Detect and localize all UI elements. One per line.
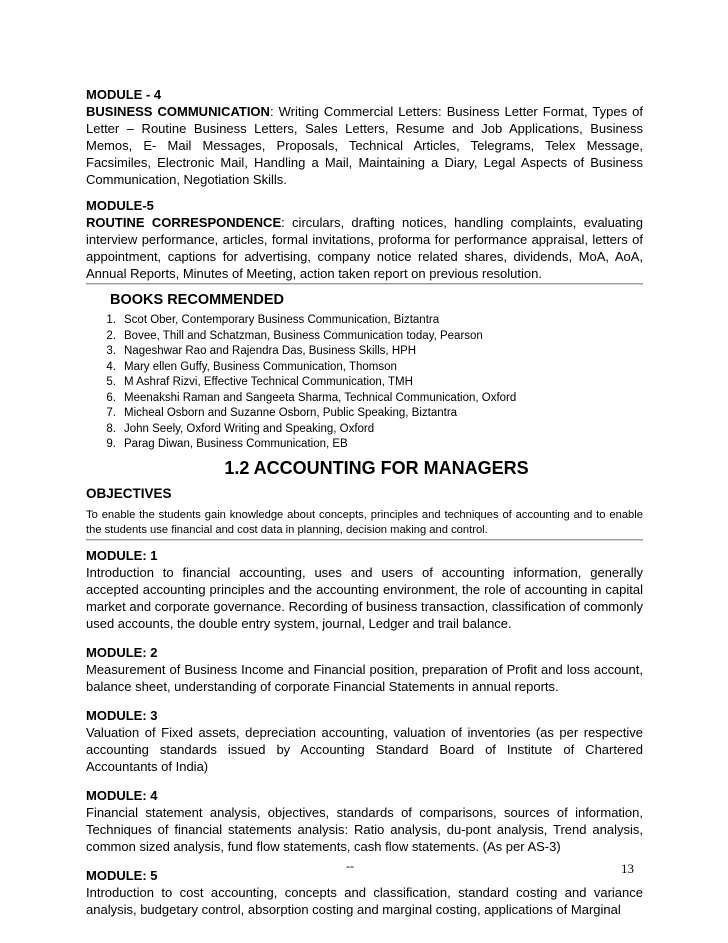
books-heading: BOOKS RECOMMENDED bbox=[110, 292, 285, 308]
book-number: 8. bbox=[106, 422, 116, 435]
book-text: Scot Ober, Contemporary Business Communication, Biztantra bbox=[124, 314, 440, 326]
book-item bbox=[86, 329, 643, 345]
book-text: Meenakshi Raman and Sangeeta Sharma, Technical Communication, Oxford bbox=[124, 391, 517, 404]
module-heading: MODULE: 2 bbox=[86, 644, 158, 660]
book-text: John Seely, Oxford Writing and Speaking, Oxford bbox=[124, 422, 375, 435]
objectives-text: To enable the students gain knowledge about concepts, principles and techniques of accounting and to enable the students use financial and cost data in planning, decision making and control. bbox=[86, 508, 643, 536]
book-text: Bovee, Thill and Schatzman, Business Communication today, Pearson bbox=[124, 329, 483, 342]
divider-rule bbox=[86, 283, 643, 285]
module5-heading: MODULE-5 bbox=[86, 198, 154, 213]
book-number: 4. bbox=[106, 360, 116, 373]
section-title: 1.2 ACCOUNTING FOR MANAGERS bbox=[224, 457, 529, 478]
module-text: Measurement of Business Income and Financial position, preparation of Profit and loss account, balance sheet, understanding of corporate Financial Statements in annual reports. bbox=[86, 661, 643, 694]
module4-text: : Writing Commercial Letters: Business Letter Format, Types of Letter – Routine Business Letters, Sales Letters, Resume and Job Applications, Business Memos, E- Mail Messages, Proposals, Technical Articles, Telegrams, Telex Message, Facsimiles, Electronic Mail, Handling a Mail, Maintaining a Diary, Legal Aspects of Business Communication, Negotiation Skills. bbox=[86, 104, 644, 187]
module4-lead: BUSINESS COMMUNICATION bbox=[86, 104, 270, 119]
book-number: 6. bbox=[106, 391, 116, 404]
module-text: Valuation of Fixed assets, depreciation accounting, valuation of inventories (as per respective accounting standards issued by Accounting Standard Board of Institute of Chartered Accountants of India) bbox=[86, 724, 643, 774]
book-number: 3. bbox=[106, 345, 116, 357]
book-item bbox=[86, 375, 643, 391]
module-heading: MODULE: 1 bbox=[86, 547, 158, 563]
book-number: 9. bbox=[106, 438, 116, 450]
books-list bbox=[86, 313, 643, 453]
book-item bbox=[86, 360, 643, 376]
module-text: Introduction to financial accounting, uses and users of accounting information, generally accepted accounting principles and the accounting environment, the role of accounting in capital market and corporate governance. Recording of business transaction, classification of commonly used accounts, the double entry system, journal, Ledger and trail balance. bbox=[86, 564, 643, 631]
module-heading: MODULE: 3 bbox=[86, 707, 158, 723]
book-text: Nageshwar Rao and Rajendra Das, Business Skills, HPH bbox=[124, 345, 417, 357]
module5-lead: ROUTINE CORRESPONDENCE bbox=[86, 215, 282, 230]
document-page bbox=[86, 86, 643, 918]
module-heading: MODULE: 4 bbox=[86, 787, 158, 803]
book-item bbox=[86, 344, 643, 360]
book-item bbox=[86, 437, 643, 453]
module-heading: MODULE: 5 bbox=[86, 867, 158, 883]
footer-mark: -- bbox=[346, 859, 354, 873]
book-item bbox=[86, 406, 643, 422]
book-item bbox=[86, 391, 643, 407]
book-text: Parag Diwan, Business Communication, EB bbox=[124, 438, 348, 450]
modules-container bbox=[86, 547, 643, 918]
objectives-heading: OBJECTIVES bbox=[86, 485, 172, 501]
module4-paragraph bbox=[86, 103, 643, 188]
book-item bbox=[86, 313, 643, 329]
book-number: 2. bbox=[106, 329, 116, 342]
book-number: 7. bbox=[106, 407, 116, 419]
book-number: 5. bbox=[106, 376, 116, 388]
module5-text: : circulars, drafting notices, handling complaints, evaluating interview performance, articles, formal invitations, proforma for performance appraisal, letters of appointment, captions for advertising, company notice related shares, dividends, MoA, AoA, Annual Reports, Minutes of Meeting, action taken report on previous resolution. bbox=[86, 215, 643, 281]
book-number: 1. bbox=[106, 314, 116, 326]
module4-heading: MODULE - 4 bbox=[86, 87, 162, 102]
module-text: Financial statement analysis, objectives, standards of comparisons, sources of information, Techniques of financial statements analysis: Ratio analysis, du-pont analysis, Trend analysis, common sized analysis, fund flow statements, cash flow statements. (As per AS-3) bbox=[86, 804, 643, 854]
book-text: Mary ellen Guffy, Business Communication, Thomson bbox=[124, 360, 397, 373]
module5-paragraph bbox=[86, 214, 643, 282]
book-item bbox=[86, 422, 643, 438]
book-text: M Ashraf Rizvi, Effective Technical Communication, TMH bbox=[124, 376, 413, 388]
page-number: 13 bbox=[621, 861, 634, 876]
book-text: Micheal Osborn and Suzanne Osborn, Public Speaking, Biztantra bbox=[124, 407, 458, 419]
module-text: Introduction to cost accounting, concepts and classification, standard costing and variance analysis, budgetary control, absorption costing and marginal costing, applications of Marginal bbox=[86, 884, 643, 917]
